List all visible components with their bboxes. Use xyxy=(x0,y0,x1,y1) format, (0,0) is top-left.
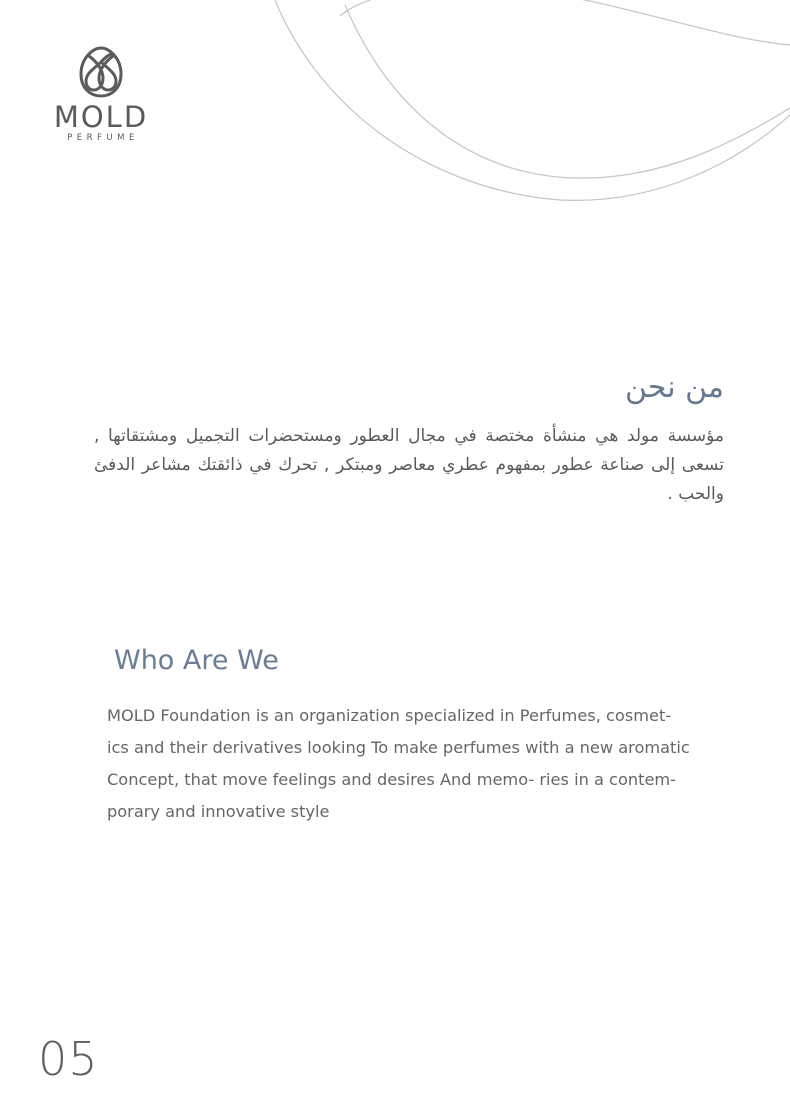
curve-top-arc xyxy=(340,0,790,45)
drop-logo-icon xyxy=(73,44,129,100)
arabic-paragraph: مؤسسة مولد هي منشأة مختصة في مجال العطور ومستحضرات التجميل ومشتقاتها , تسعى إلى صناعة عطور بمفهوم عطري معاصر ومبتكر , تحرك في ذائقتك مشاعر الدفئ والحب . xyxy=(94,426,724,504)
brand-tagline: PERFUME xyxy=(67,133,139,143)
page-number: 05 xyxy=(38,1032,99,1086)
curve-inner xyxy=(345,5,790,178)
brand-name: MOLD xyxy=(53,100,149,134)
english-paragraph-line: MOLD Foundation is an organization specialized in Perfumes, cosmet- xyxy=(107,706,672,725)
english-paragraph-line: porary and innovative style xyxy=(107,802,330,821)
english-paragraph-line: ics and their derivatives looking To make perfumes with a new aromatic xyxy=(107,738,690,757)
english-paragraph-line: Concept, that move feelings and desires And memo- ries in a contem- xyxy=(107,770,677,789)
curve-outer xyxy=(275,0,790,200)
english-heading: Who Are We xyxy=(114,645,279,676)
arabic-heading: من نحن xyxy=(625,370,724,405)
brand-logo xyxy=(44,44,158,144)
english-paragraph xyxy=(107,700,725,828)
